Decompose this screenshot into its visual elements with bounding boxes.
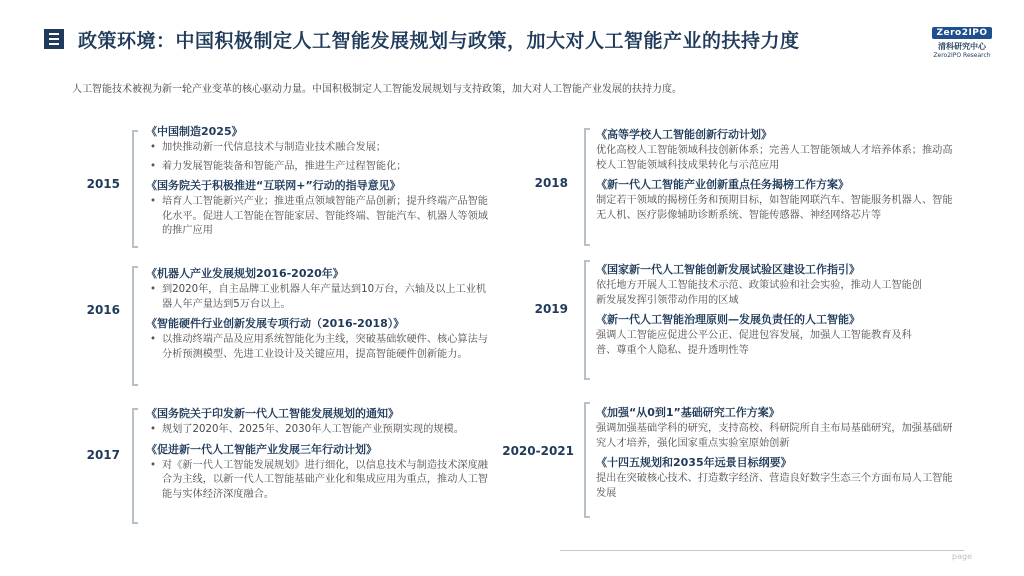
bracket-2020-2021 xyxy=(584,402,586,518)
page-number: page xyxy=(952,552,972,561)
bracket-2018 xyxy=(584,128,586,246)
bracket-2017 xyxy=(132,408,134,524)
policy-group-2018 xyxy=(596,127,956,227)
policy-title: 《促进新一代人工智能产业发展三年行动计划》 xyxy=(146,442,377,456)
logo-en-text: Zero2IPO Research xyxy=(933,52,991,59)
policy-title: 《中国制造2025》 xyxy=(146,125,243,138)
policy-group-2015 xyxy=(146,124,491,243)
policy-title: 《十四五规划和2035年远景目标纲要》 xyxy=(596,456,792,469)
intro-text: 人工智能技术被视为新一轮产业变革的核心驱动力量。中国积极制定人工智能发展规划与支持政策，加大对人工智能产业发展的扶持力度。 xyxy=(72,84,682,95)
policy-description: 强调人工智能应促进公平公正、促进包容发展，加强人工智能教育及科普、尊重个人隐私、提升透明性等 xyxy=(596,330,912,356)
footer-divider xyxy=(560,550,964,551)
policy-bullet: • 规划了2020年、2025年、2030年人工智能产业预期实现的规模。 xyxy=(146,423,491,438)
year-label-2015: 2015 xyxy=(86,177,120,191)
policy-group-2017 xyxy=(146,406,491,506)
policy-group-2020-2021 xyxy=(596,405,956,505)
year-label-2017: 2017 xyxy=(86,448,120,462)
policy-description: 依托地方开展人工智能技术示范、政策试验和社会实验，推动人工智能创新发展发挥引领带动作用的区域 xyxy=(596,280,922,306)
policy-title: 《新一代人工智能产业创新重点任务揭榜工作方案》 xyxy=(596,178,849,191)
logo-cn-text: 清科研究中心 xyxy=(938,42,986,51)
year-label-2019: 2019 xyxy=(534,302,568,316)
bracket-2016 xyxy=(132,266,134,386)
policy-bullet: • 以推动终端产品及应用系统智能化为主线，突破基础软硬件、核心算法与分析预测模型、先进工业设计及关键应用，提高智能硬件创新能力。 xyxy=(146,333,491,362)
policy-description: 提出在突破核心技术、打造数字经济、营造良好数字生态三个方面布局人工智能发展 xyxy=(596,473,953,499)
brand-logo xyxy=(928,20,996,59)
policy-title: 《机器人产业发展规划2016-2020年》 xyxy=(146,267,344,280)
logo-badge: Zero2IPO xyxy=(932,27,991,39)
policy-title: 《国务院关于印发新一代人工智能发展规划的通知》 xyxy=(146,407,399,420)
policy-bullet: • 加快推动新一代信息技术与制造业技术融合发展； xyxy=(146,141,491,156)
policy-description: 优化高校人工智能领域科技创新体系；完善人工智能领域人才培养体系；推动高校人工智能领域科技成果转化与示范应用 xyxy=(596,145,953,171)
policy-bullet: • 到2020年，自主品牌工业机器人年产量达到10万台，六轴及以上工业机器人年产量达到5万台以上。 xyxy=(146,283,491,312)
year-label-2016: 2016 xyxy=(86,303,120,317)
menu-icon xyxy=(44,29,64,49)
policy-bullet: • 着力发展智能装备和智能产品，推进生产过程智能化； xyxy=(146,160,491,175)
policy-title: 《国家新一代人工智能创新发展试验区建设工作指引》 xyxy=(596,263,860,276)
policy-title: 《加强“从0到1”基础研究工作方案》 xyxy=(596,406,780,419)
policy-bullet: • 对《新一代人工智能发展规划》进行细化，以信息技术与制造技术深度融合为主线，以新一代人工智能基础产业化和集成应用为重点，推动人工智能与实体经济深度融合。 xyxy=(146,459,491,503)
policy-title: 《智能硬件行业创新发展专项行动（2016-2018）》 xyxy=(146,317,405,330)
bracket-2015 xyxy=(132,130,134,248)
bracket-2019 xyxy=(584,260,586,380)
page-title: 政策环境：中国积极制定人工智能发展规划与政策，加大对人工智能产业的扶持力度 xyxy=(78,29,800,52)
policy-group-2016 xyxy=(146,266,491,366)
year-label-2018: 2018 xyxy=(534,176,568,190)
policy-title: 《新一代人工智能治理原则—发展负责任的人工智能》 xyxy=(596,313,860,326)
policy-description: 强调加强基础学科的研究，支持高校、科研院所自主布局基础研究，加强基础研究人才培养，强化国家重点实验室原始创新 xyxy=(596,423,953,449)
year-label-2020-2021: 2020-2021 xyxy=(502,444,574,458)
policy-group-2019 xyxy=(596,262,926,362)
policy-title: 《高等学校人工智能创新行动计划》 xyxy=(596,128,772,141)
policy-description: 制定若干领域的揭榜任务和预期目标，如智能网联汽车、智能服务机器人、智能无人机、医疗影像辅助诊断系统、智能传感器、神经网络芯片等 xyxy=(596,195,953,221)
policy-bullet: • 培育人工智能新兴产业；推进重点领域智能产品创新；提升终端产品智能化水平。促进人工智能在智能家居、智能终端、智能汽车、机器人等领域的推广应用 xyxy=(146,195,491,239)
policy-title: 《国务院关于积极推进“互联网+”行动的指导意见》 xyxy=(146,179,401,192)
title-bar xyxy=(44,24,800,54)
